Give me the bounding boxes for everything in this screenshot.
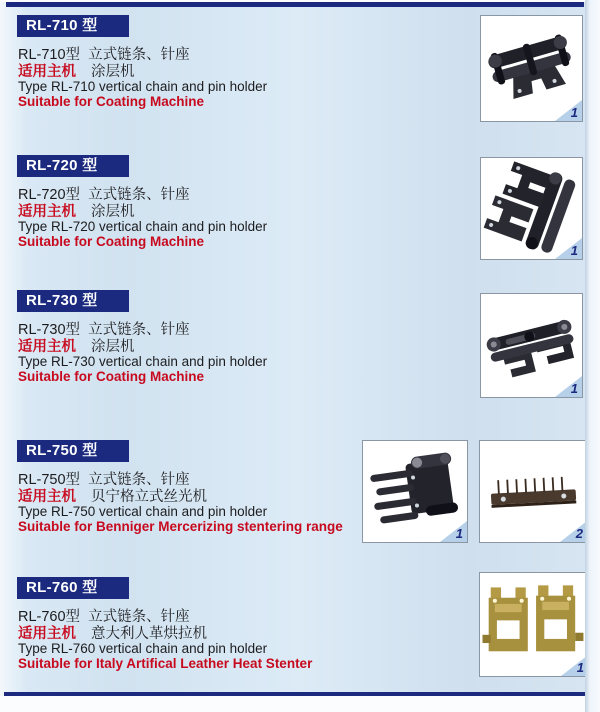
- host-machine: 贝宁格立式丝光机: [91, 489, 207, 505]
- section-rl-750: [0, 440, 370, 565]
- badge-number: 1: [570, 381, 578, 396]
- section-header: RL-750 型: [17, 440, 129, 462]
- model-line: RL-750型 立式链条、针座: [18, 472, 190, 488]
- host-line: [18, 335, 135, 356]
- host-machine: 涂层机: [91, 64, 135, 80]
- host-machine: 涂层机: [91, 204, 135, 220]
- english-suitable-line: Suitable for Italy Artifical Leather Heat Stenter: [18, 656, 313, 671]
- section-header: RL-730 型: [17, 290, 129, 312]
- host-line: [18, 485, 207, 506]
- page-edge-strip: [585, 0, 600, 712]
- badge-number: 1: [570, 105, 578, 120]
- host-machine: 涂层机: [91, 339, 135, 355]
- section-rl-730: [0, 290, 370, 415]
- badge-number: 1: [576, 660, 584, 675]
- pin-bar-illustration-rl750: [480, 441, 587, 542]
- host-label: 适用主机: [18, 489, 76, 505]
- chain-part-illustration-rl720: [481, 158, 582, 259]
- chain-part-illustration-rl730: [481, 294, 582, 397]
- english-type-line: Type RL-730 vertical chain and pin holder: [18, 354, 268, 369]
- model-line: RL-730型 立式链条、针座: [18, 322, 190, 338]
- page-bottom-margin: [0, 696, 600, 712]
- badge-number: 2: [575, 526, 583, 541]
- english-type-line: Type RL-760 vertical chain and pin holder: [18, 641, 268, 656]
- host-machine: 意大利人革烘拉机: [91, 626, 207, 642]
- section-header: RL-760 型: [17, 577, 129, 599]
- brass-chain-illustration-rl760: [480, 573, 588, 676]
- section-header: RL-720 型: [17, 155, 129, 177]
- chain-part-illustration-rl750: [363, 441, 467, 542]
- host-label: 适用主机: [18, 339, 76, 355]
- badge-number: 1: [570, 243, 578, 258]
- top-rule: [6, 2, 584, 7]
- model-line: RL-720型 立式链条、针座: [18, 187, 190, 203]
- section-rl-720: [0, 155, 370, 280]
- english-type-line: Type RL-750 vertical chain and pin holder: [18, 504, 268, 519]
- photo-box-rl-710: [480, 15, 583, 122]
- model-line: RL-760型 立式链条、针座: [18, 609, 190, 625]
- section-rl-760: [0, 577, 370, 702]
- section-header: RL-710 型: [17, 15, 129, 37]
- host-label: 适用主机: [18, 204, 76, 220]
- host-label: 适用主机: [18, 626, 76, 642]
- english-suitable-line: Suitable for Coating Machine: [18, 234, 205, 249]
- photo-box-rl-730: [480, 293, 583, 398]
- model-line: RL-710型 立式链条、针座: [18, 47, 190, 63]
- photo-box-rl-760: [479, 572, 589, 677]
- photo-box-rl-750-pinbar: [479, 440, 588, 543]
- host-line: [18, 622, 207, 643]
- host-line: [18, 60, 135, 81]
- photo-box-rl-720: [480, 157, 583, 260]
- host-line: [18, 200, 135, 221]
- english-suitable-line: Suitable for Coating Machine: [18, 369, 205, 384]
- badge-number: 1: [455, 526, 463, 541]
- english-type-line: Type RL-720 vertical chain and pin holder: [18, 219, 268, 234]
- section-rl-710: [0, 15, 370, 140]
- english-type-line: Type RL-710 vertical chain and pin holder: [18, 79, 268, 94]
- english-suitable-line: Suitable for Coating Machine: [18, 94, 205, 109]
- english-suitable-line: Suitable for Benniger Mercerizing stentering range: [18, 519, 343, 534]
- photo-box-rl-750-chain: [362, 440, 468, 543]
- host-label: 适用主机: [18, 64, 76, 80]
- chain-part-illustration-rl710: [481, 16, 582, 121]
